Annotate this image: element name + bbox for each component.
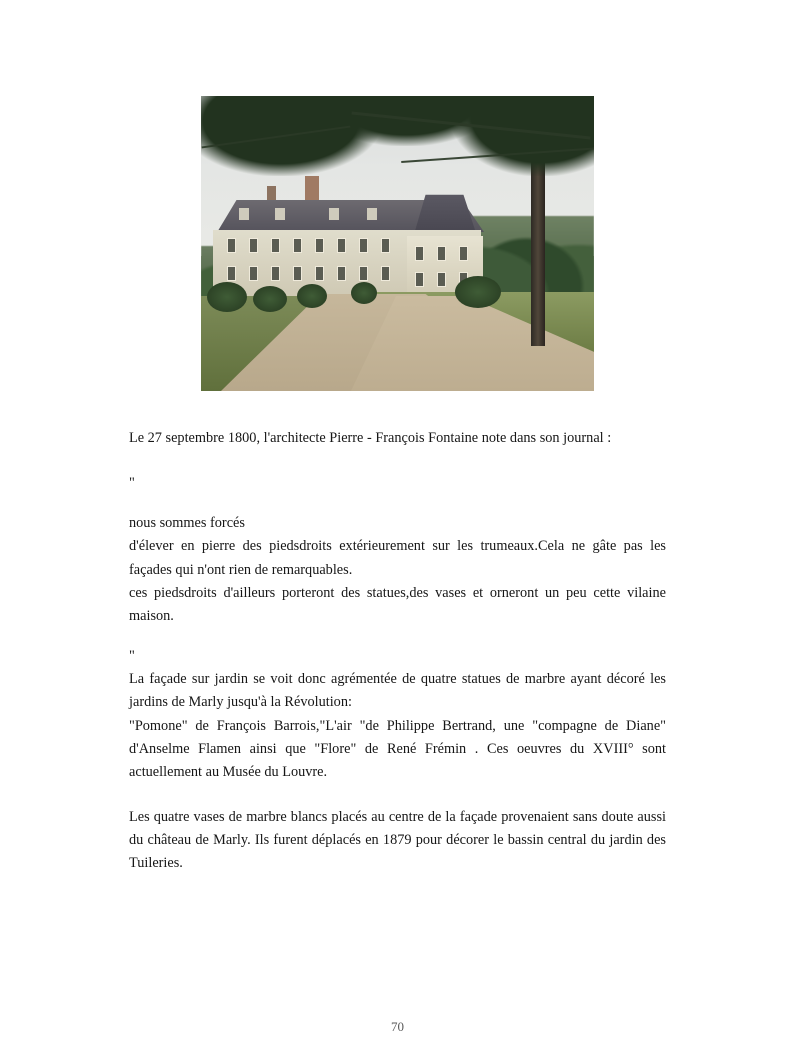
photo-content — [201, 96, 594, 391]
dormer-window — [275, 208, 285, 220]
paragraph-statues: "Pomone" de François Barrois,"L'air "de Philippe Bertrand, une "compagne de Diane" d'Anselme Flamen ainsi que "Flore" de René Frémin . Ces oeuvres du XVIII° sont actuellement au Musée du Louvre. — [129, 717, 666, 780]
window — [271, 266, 280, 281]
dormer-window — [329, 208, 339, 220]
chateau-photograph — [201, 96, 594, 391]
shrub — [455, 276, 501, 308]
shrub — [297, 284, 327, 308]
window — [315, 266, 324, 281]
window — [415, 246, 424, 261]
page-number: 70 — [391, 1019, 404, 1034]
window — [359, 238, 368, 253]
quote-line-2: d'élever en pierre des piedsdroits extérieurement sur les trumeaux.Cela ne gâte pas les façades qui n'ont rien de remarquables. — [129, 538, 666, 578]
quote-close-mark: " — [129, 648, 135, 665]
document-body — [129, 427, 666, 876]
quote-line-3: ces piedsdroits d'ailleurs porteront des statues,des vases et orneront un peu cette vilaine maison. — [129, 584, 666, 624]
window — [249, 238, 258, 253]
quote-open-mark: " — [129, 475, 135, 492]
window — [381, 266, 390, 281]
window — [271, 238, 280, 253]
paragraph-intro: Le 27 septembre 1800, l'architecte Pierre - François Fontaine note dans son journal : — [129, 430, 612, 446]
window — [459, 246, 468, 261]
shrub — [207, 282, 247, 312]
spacer — [129, 495, 666, 512]
window — [249, 266, 258, 281]
window — [437, 272, 446, 287]
fontaine-quote — [129, 512, 666, 628]
shrub — [351, 282, 377, 304]
window — [227, 238, 236, 253]
paragraph-facade: La façade sur jardin se voit donc agrémentée de quatre statues de marbre ayant décoré les jardins de Marly jusqu'à la Révolution: — [129, 671, 666, 711]
window — [359, 266, 368, 281]
window — [437, 246, 446, 261]
chimney-icon — [305, 176, 319, 204]
window — [337, 238, 346, 253]
paragraph-vases: Les quatre vases de marbre blancs placés au centre de la façade provenaient sans doute aussi du château de Marly. Ils furent déplacés en 1879 pour décorer le bassin central du jardin des Tuileries. — [129, 809, 666, 872]
window — [227, 266, 236, 281]
dormer-window — [239, 208, 249, 220]
window — [415, 272, 424, 287]
shrub — [253, 286, 287, 312]
tree-trunk — [531, 96, 545, 346]
window — [381, 238, 390, 253]
window — [315, 238, 324, 253]
spacer — [129, 450, 666, 472]
spacer — [129, 784, 666, 806]
spacer — [129, 628, 666, 645]
window — [337, 266, 346, 281]
quote-line-1: nous sommes forcés — [129, 515, 245, 532]
window — [293, 238, 302, 253]
chateau-building — [209, 192, 484, 300]
dormer-window — [367, 208, 377, 220]
window — [293, 266, 302, 281]
